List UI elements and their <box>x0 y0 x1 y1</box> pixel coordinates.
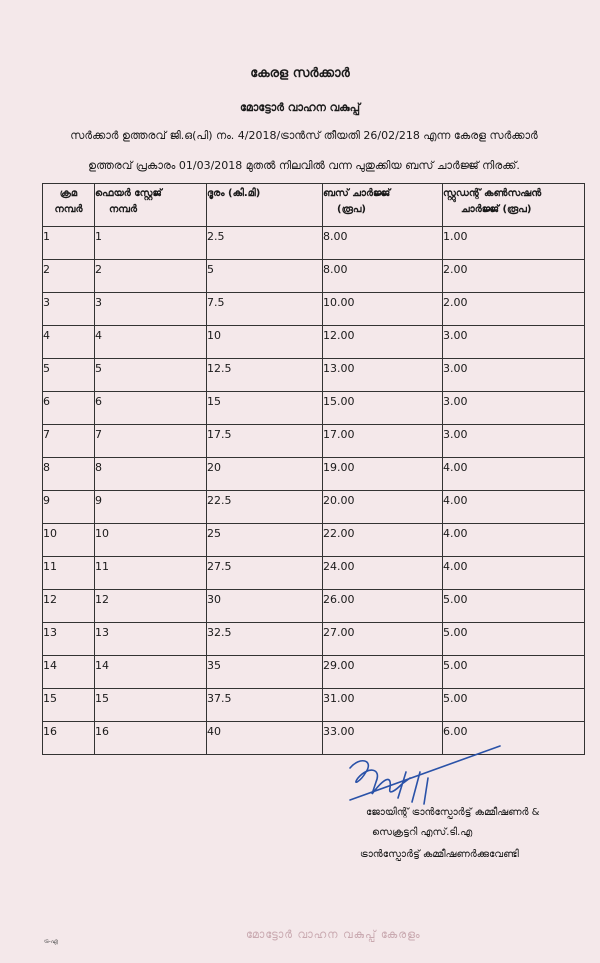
footer-code: ട്ര-എ <box>44 938 59 945</box>
cell-serial: 1 <box>43 227 95 260</box>
cell-serial: 13 <box>43 623 95 656</box>
cell-fare-stage: 9 <box>95 491 207 524</box>
cell-bus-charge: 31.00 <box>323 689 443 722</box>
table-row <box>43 656 585 689</box>
cell-bus-charge: 33.00 <box>323 722 443 755</box>
cell-student-charge: 3.00 <box>443 425 585 458</box>
cell-bus-charge: 22.00 <box>323 524 443 557</box>
header-serial <box>43 184 95 227</box>
cell-serial: 7 <box>43 425 95 458</box>
cell-bus-charge: 29.00 <box>323 656 443 689</box>
cell-distance: 5 <box>207 260 323 293</box>
cell-distance: 25 <box>207 524 323 557</box>
order-intro-line-1: സർക്കാർ ഉത്തരവ് ജി.ഒ(പി) നം. 4/2018/ട്രാൻസ് തീയതി 26/02/218 എന്ന കേരള സർക്കാർ <box>70 129 538 142</box>
cell-fare-stage: 2 <box>95 260 207 293</box>
cell-fare-stage: 11 <box>95 557 207 590</box>
cell-bus-charge: 10.00 <box>323 293 443 326</box>
cell-distance: 37.5 <box>207 689 323 722</box>
cell-distance: 40 <box>207 722 323 755</box>
cell-fare-stage: 6 <box>95 392 207 425</box>
table-row <box>43 392 585 425</box>
cell-serial: 10 <box>43 524 95 557</box>
cell-bus-charge: 24.00 <box>323 557 443 590</box>
header-student-charge-line-2: ചാർജ്ജ് (രൂപ) <box>461 204 532 215</box>
cell-bus-charge: 17.00 <box>323 425 443 458</box>
cell-student-charge: 4.00 <box>443 557 585 590</box>
table-row <box>43 524 585 557</box>
signature-designation-3: ട്രാൻസ്പോർട്ട് കമ്മീഷണർക്കുവേണ്ടി <box>360 849 519 860</box>
cell-student-charge: 3.00 <box>443 359 585 392</box>
cell-bus-charge: 26.00 <box>323 590 443 623</box>
cell-serial: 11 <box>43 557 95 590</box>
fare-table <box>42 183 585 755</box>
header-serial-line-1: ക്രമ <box>59 188 78 199</box>
table-row <box>43 425 585 458</box>
signature-scribble <box>340 738 510 818</box>
cell-distance: 20 <box>207 458 323 491</box>
cell-bus-charge: 12.00 <box>323 326 443 359</box>
table-row <box>43 359 585 392</box>
header-serial-line-2: നമ്പർ <box>54 204 83 215</box>
header-fare-stage <box>95 184 207 227</box>
cell-fare-stage: 3 <box>95 293 207 326</box>
cell-student-charge: 5.00 <box>443 656 585 689</box>
cell-serial: 3 <box>43 293 95 326</box>
cell-fare-stage: 7 <box>95 425 207 458</box>
cell-student-charge: 4.00 <box>443 491 585 524</box>
department-title: മോട്ടോർ വാഹന വകുപ്പ് <box>239 101 361 114</box>
cell-student-charge: 4.00 <box>443 524 585 557</box>
cell-fare-stage: 15 <box>95 689 207 722</box>
cell-fare-stage: 1 <box>95 227 207 260</box>
header-bus-charge <box>323 184 443 227</box>
signature-designation-2: സെക്രട്ടറി എസ്.ടി.എ <box>372 827 473 838</box>
table-row <box>43 293 585 326</box>
cell-distance: 17.5 <box>207 425 323 458</box>
cell-fare-stage: 13 <box>95 623 207 656</box>
signature-designation-1: ജോയിന്റ് ട്രാൻസ്പോർട്ട് കമ്മീഷണർ & <box>366 807 540 818</box>
cell-fare-stage: 4 <box>95 326 207 359</box>
cell-bus-charge: 8.00 <box>323 227 443 260</box>
cell-student-charge: 5.00 <box>443 689 585 722</box>
cell-student-charge: 3.00 <box>443 326 585 359</box>
header-distance-line-1: ദൂരം (കി.മി) <box>207 188 261 199</box>
cell-serial: 16 <box>43 722 95 755</box>
government-title: കേരള സർക്കാർ <box>250 66 350 81</box>
header-bus-charge-line-1: ബസ് ചാർജ്ജ് <box>323 188 391 199</box>
cell-fare-stage: 12 <box>95 590 207 623</box>
cell-bus-charge: 27.00 <box>323 623 443 656</box>
cell-fare-stage: 16 <box>95 722 207 755</box>
cell-student-charge: 2.00 <box>443 260 585 293</box>
table-row <box>43 491 585 524</box>
cell-distance: 30 <box>207 590 323 623</box>
cell-distance: 7.5 <box>207 293 323 326</box>
cell-student-charge: 5.00 <box>443 623 585 656</box>
cell-bus-charge: 15.00 <box>323 392 443 425</box>
table-row <box>43 557 585 590</box>
table-row <box>43 590 585 623</box>
header-fare-stage-line-2: നമ്പർ <box>109 204 137 215</box>
cell-bus-charge: 8.00 <box>323 260 443 293</box>
cell-distance: 22.5 <box>207 491 323 524</box>
cell-student-charge: 4.00 <box>443 458 585 491</box>
cell-student-charge: 1.00 <box>443 227 585 260</box>
cell-fare-stage: 8 <box>95 458 207 491</box>
cell-student-charge: 2.00 <box>443 293 585 326</box>
table-row <box>43 326 585 359</box>
header-distance <box>207 184 323 227</box>
fare-table-header-row <box>43 184 585 227</box>
department-watermark: മോട്ടോർ വാഹന വകുപ്പ് കേരളം <box>246 928 421 941</box>
table-row <box>43 623 585 656</box>
cell-distance: 15 <box>207 392 323 425</box>
cell-serial: 2 <box>43 260 95 293</box>
order-intro-line-2: ഉത്തരവ് പ്രകാരം 01/03/2018 മുതൽ നിലവിൽ വന്ന പുതുക്കിയ ബസ് ചാർജ്ജ് നിരക്ക്. <box>88 159 520 172</box>
cell-serial: 8 <box>43 458 95 491</box>
cell-student-charge: 5.00 <box>443 590 585 623</box>
cell-distance: 12.5 <box>207 359 323 392</box>
cell-distance: 35 <box>207 656 323 689</box>
header-student-charge <box>443 184 585 227</box>
fare-table-body <box>43 227 585 755</box>
cell-serial: 15 <box>43 689 95 722</box>
table-row <box>43 458 585 491</box>
cell-distance: 2.5 <box>207 227 323 260</box>
cell-student-charge: 6.00 <box>443 722 585 755</box>
cell-serial: 5 <box>43 359 95 392</box>
cell-serial: 12 <box>43 590 95 623</box>
table-row <box>43 260 585 293</box>
cell-serial: 14 <box>43 656 95 689</box>
cell-bus-charge: 20.00 <box>323 491 443 524</box>
cell-serial: 9 <box>43 491 95 524</box>
cell-serial: 6 <box>43 392 95 425</box>
cell-fare-stage: 10 <box>95 524 207 557</box>
cell-serial: 4 <box>43 326 95 359</box>
cell-distance: 32.5 <box>207 623 323 656</box>
cell-fare-stage: 14 <box>95 656 207 689</box>
cell-bus-charge: 13.00 <box>323 359 443 392</box>
table-row <box>43 227 585 260</box>
header-bus-charge-line-2: (രൂപ) <box>337 204 366 215</box>
cell-distance: 27.5 <box>207 557 323 590</box>
header-student-charge-line-1: സ്റ്റുഡന്റ് കൺസഷൻ <box>443 188 542 199</box>
table-row <box>43 689 585 722</box>
cell-distance: 10 <box>207 326 323 359</box>
cell-bus-charge: 19.00 <box>323 458 443 491</box>
cell-student-charge: 3.00 <box>443 392 585 425</box>
cell-fare-stage: 5 <box>95 359 207 392</box>
header-fare-stage-line-1: ഫെയർ സ്റ്റേജ് <box>95 188 162 199</box>
